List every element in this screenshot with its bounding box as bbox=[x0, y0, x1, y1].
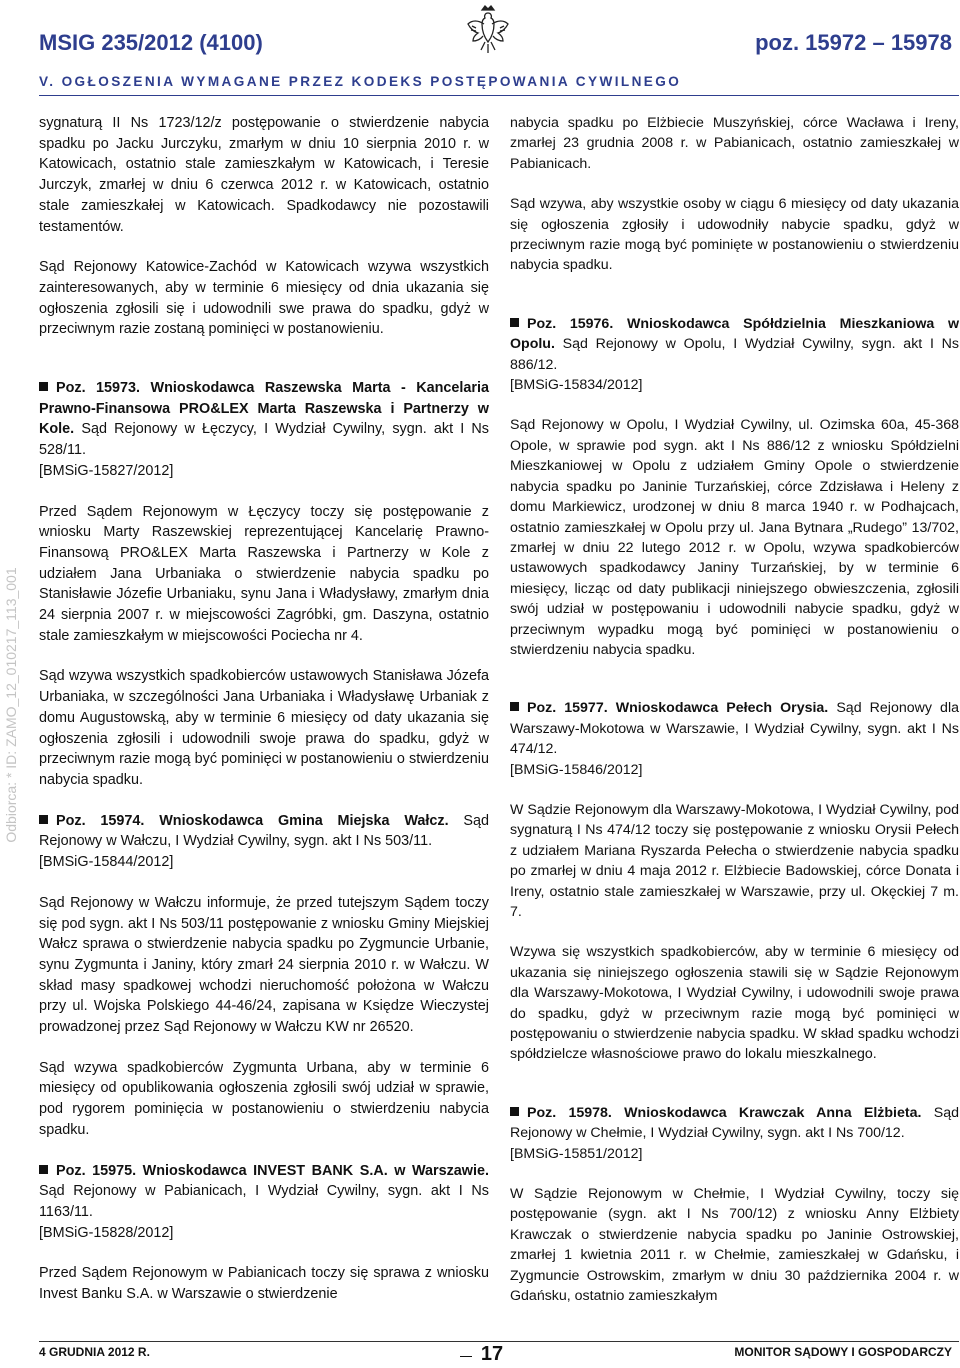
polish-eagle-icon bbox=[466, 4, 510, 56]
announcement-ref: [BMSiG-15844/2012] bbox=[39, 854, 174, 871]
announcement-title: Poz. 15974. Wnioskodawca Gmina Miejska Wałcz. bbox=[56, 812, 449, 829]
paragraph: Sąd wzywa, aby wszystkie osoby w ciągu 6 miesięcy od daty ukazania się ogłoszenia zgłosiły i udowodniły nabycie spadku, gdyż w przeciwnym razie mogą być pominięte w postanowieniu o stwierdzeniu nabycia spadku. bbox=[510, 196, 959, 274]
section-title: V. OGŁOSZENIA WYMAGANE PRZEZ KODEKS POSTĘPOWANIA CYWILNEGO bbox=[39, 74, 682, 89]
announcement-court: Sąd Rejonowy dla Warszawy-Mokotowa w Warszawie, I Wydział Cywilny, sygn. akt I Ns 474/12. bbox=[510, 700, 959, 758]
bullet-square-icon bbox=[39, 382, 48, 391]
issue-number: MSIG 235/2012 (4100) bbox=[39, 30, 263, 55]
announcement-ref: [BMSiG-15834/2012] bbox=[510, 377, 643, 394]
header-rule bbox=[39, 95, 959, 96]
announcement-heading-15976 bbox=[510, 314, 959, 375]
announcement-ref: [BMSiG-15846/2012] bbox=[510, 761, 643, 778]
bullet-square-icon bbox=[510, 318, 519, 327]
paragraph: Przed Sądem Rejonowym w Łęczycy toczy się postępowanie z wniosku Marty Raszewskiej reprezentującej Kancelarię Prawno-Finansową PRO&LEX Marta Raszewska i Partnerzy w Kole z udziałem Jana Urbaniaka o stwierdzenie nabycia spadku po Stanisławie Józefie Urbaniaku, synu Jana i Władysławy, zmarłym dnia 24 sierpnia 2007 r. w miejscowości Zagróbki, gm. Daszyna, ostatnio stale zamieszkałym w miejscowości Pociecha nr 4. bbox=[39, 503, 489, 644]
announcement-court: Sąd Rejonowy w Pabianicach, I Wydział Cywilny, sygn. akt I Ns 1163/11. bbox=[39, 1183, 489, 1220]
bullet-square-icon bbox=[39, 1165, 48, 1174]
paragraph: W Sądzie Rejonowym dla Warszawy-Mokotowa, I Wydział Cywilny, pod sygnaturą I Ns 474/12 toczy się postępowanie z wniosku Orysii Pełech z udziałem Mariana Ryszarda Pełecha o stwierdzenie nabycia spadku po zmarłej w dniu 4 maja 2012 r. Elżbiecie Badowskiej, córce Donata i Ireny, ostatnio stale zamieszkałej w Warszawie, przy ul. Okęckiej 7 m. 7. bbox=[510, 801, 959, 920]
announcement-heading-15973 bbox=[39, 378, 489, 461]
announcement-heading-15975 bbox=[39, 1161, 489, 1223]
left-column bbox=[39, 113, 489, 1325]
announcement-court: Sąd Rejonowy w Chełmie, I Wydział Cywilny, sygn. akt I Ns 700/12. bbox=[510, 1104, 959, 1142]
announcement-ref: [BMSiG-15827/2012] bbox=[39, 462, 174, 479]
announcement-court: Sąd Rejonowy w Opolu, I Wydział Cywilny, sygn. akt I Ns 886/12. bbox=[510, 336, 959, 373]
announcement-title: Poz. 15978. Wnioskodawca Krawczak Anna Elżbieta. bbox=[527, 1104, 922, 1121]
announcement-ref: [BMSiG-15851/2012] bbox=[510, 1145, 643, 1162]
paragraph: Przed Sądem Rejonowym w Pabianicach toczy się sprawa z wniosku Invest Banku S.A. w Warszawie o stwierdzenie bbox=[39, 1265, 489, 1303]
announcement-heading-15977 bbox=[510, 698, 959, 759]
paragraph: W Sądzie Rejonowym w Chełmie, I Wydział Cywilny, toczy się postępowanie (sygn. akt I Ns 700/12) z wniosku Anny Elżbiety Krawczak o stwierdzenie nabycia spadku po Janinie Ostrowskiej, zmarłej 1 kwietnia 2011 r. w Chełmie, zamieszkałej w Gdańsku, i Zygmuncie Ostrowskim, zmarłym w dniu 30 października 2004 r. w Gdańsku, ostatnio zamieszkałym bbox=[510, 1186, 959, 1305]
announcement-title: Poz. 15977. Wnioskodawca Pełech Orysia. bbox=[527, 700, 829, 717]
issue-date: 4 GRUDNIA 2012 R. bbox=[39, 1345, 150, 1359]
paragraph: Sąd Rejonowy w Opolu, I Wydział Cywilny, ul. Ozimska 60a, 45-368 Opole, w sprawie pod sygn. akt I Ns 886/12 z wniosku Spółdzielni Mieszkaniowej w Opolu z udziałem Gminy Opole o stwierdzenie nabycia spadku po Janinie Turzańskiej, córce Zdzisława i Heleny z domu Markiewicz, urodzonej w dniu 8 marca 1940 r. w Podhajcach, ostatnio zamieszkałej w Opolu przy ul. Jana Bytnara „Rudego” 13/702, zmarłej w dniu 22 lutego 2012 r. w Opolu, wzywa spadkobierców ustawowych spadkodawcy Janiny Turzańskiej, by w terminie 6 miesięcy, licząc od daty publikacji niniejszego obwieszczenia, zgłosili swój udział w postępowaniu i udowodnili nabycie spadku, gdyż w przeciwnym wypadku mogą być pominięci w postanowieniu o stwierdzeniu nabycia spadku. bbox=[510, 417, 959, 658]
bullet-square-icon bbox=[510, 702, 519, 711]
announcement-court: Sąd Rejonowy w Łęczycy, I Wydział Cywilny, sygn. akt I Ns 528/11. bbox=[39, 421, 489, 459]
announcement-title: Poz. 15975. Wnioskodawca INVEST BANK S.A. w Warszawie. bbox=[56, 1162, 489, 1179]
announcement-heading-15978 bbox=[510, 1103, 959, 1144]
announcement-title: Poz. 15976. Wnioskodawca Spółdzielnia Mieszkaniowa w Opolu. bbox=[510, 315, 959, 353]
announcement-court: Sąd Rejonowy w Wałczu, I Wydział Cywilny, sygn. akt I Ns 503/11. bbox=[39, 812, 489, 850]
paragraph: Sąd Rejonowy w Wałczu informuje, że przed tutejszym Sądem toczy się pod sygn. akt I Ns 503/11 postępowanie z wniosku Gminy Miejskiej Wałcz sprawa o stwierdzenie nabycia spadku po Zygmuncie Urbanie, synu Zygmunta i Janiny, który zmarł 24 sierpnia 2010 r. w Wałczu. W skład masy spadkowej wchodzi nieruchomość położona w Wałczu przy ul. Wojska Polskiego 44-46/24, zapisana w Księdze Wieczystej prowadzonej przez Sąd Rejonowy w Wałczu KW nr 26520. bbox=[39, 894, 489, 1036]
paragraph: Wzywa się wszystkich spadkobierców, aby w terminie 6 miesięcy od ukazania się niniejszego ogłoszenia stawili się w Sądzie Rejonowym dla Warszawy-Mokotowa, I Wydział Cywilny, i udowodnili swoje prawa do spadku, gdyż w przeciwnym razie mogą być pominięci w postępowaniu o stwierdzenie nabycia spadku. W skład spadku wchodzi spółdzielcze własnościowe prawo do lokalu mieszkalnego. bbox=[510, 944, 959, 1063]
page-number: 17 bbox=[480, 1343, 504, 1365]
paragraph: Sąd wzywa wszystkich spadkobierców ustawowych Stanisława Józefa Urbaniaka, w szczególności Jana Urbaniaka i Władysławę Urbaniak z domu Augustowską, aby w terminie 6 miesięcy od daty ukazania się ogłoszenia zgłosili i udowodnili swoje prawa do spadku, gdyż w przeciwnym razie mogą być pominięci w postanowieniu o stwierdzeniu nabycia spadku. bbox=[39, 668, 489, 788]
paragraph: nabycia spadku po Elżbiecie Muszyńskiej, córce Wacława i Ireny, zmarłej 23 grudnia 2008 r. w Pabianicach, ostatnio zamieszkałej w Pabianicach. bbox=[510, 115, 959, 172]
bullet-square-icon bbox=[510, 1107, 519, 1116]
position-range: poz. 15972 – 15978 bbox=[755, 30, 952, 55]
announcement-heading-15974 bbox=[39, 811, 489, 852]
recipient-id-vertical bbox=[4, 540, 18, 870]
paragraph: Sąd wzywa spadkobierców Zygmunta Urbana, aby w terminie 6 miesięcy od opublikowania ogłoszenia zgłosili swój udział w sprawie, pod rygorem pominięcia w postanowieniu o stwierdzeniu nabycia spadku. bbox=[39, 1059, 489, 1138]
announcement-ref: [BMSiG-15828/2012] bbox=[39, 1224, 174, 1241]
publication-name: MONITOR SĄDOWY I GOSPODARCZY bbox=[734, 1345, 952, 1359]
paragraph: sygnaturą II Ns 1723/12/z postępowanie o stwierdzenie nabycia spadku po Jacku Jurczyku, zmarłym w dniu 10 sierpnia 2010 r. w Katowicach, ostatnio stale zamieszkałym w Katowicach, i Teresie Jurczyk, zmarłej w dniu 6 czerwca 2012 r. w Katowicach, ostatnio stale zamieszkałej w Katowicach. Spadkodawcy nie pozostawili testamentów. bbox=[39, 115, 489, 235]
announcement-title: Poz. 15973. Wnioskodawca Raszewska Marta - Kancelaria Prawno-Finansowa PRO&LEX Marta Raszewska i Partnerzy w Kole. bbox=[39, 380, 489, 438]
bullet-square-icon bbox=[39, 815, 48, 824]
recipient-id-text: Odbiorca: * ID: ZAMO_12_010217_113_001 bbox=[3, 567, 19, 843]
paragraph: Sąd Rejonowy Katowice-Zachód w Katowicach wzywa wszystkich zainteresowanych, aby w terminie 6 miesięcy od dnia ukazania się ogłoszenia zgłosili się i udowodnili swe prawa do spadku, gdyż w przeciwnym razie zostaną pominięci w postanowieniu. bbox=[39, 259, 489, 338]
right-column bbox=[510, 113, 959, 1327]
footer-rule bbox=[39, 1341, 959, 1342]
